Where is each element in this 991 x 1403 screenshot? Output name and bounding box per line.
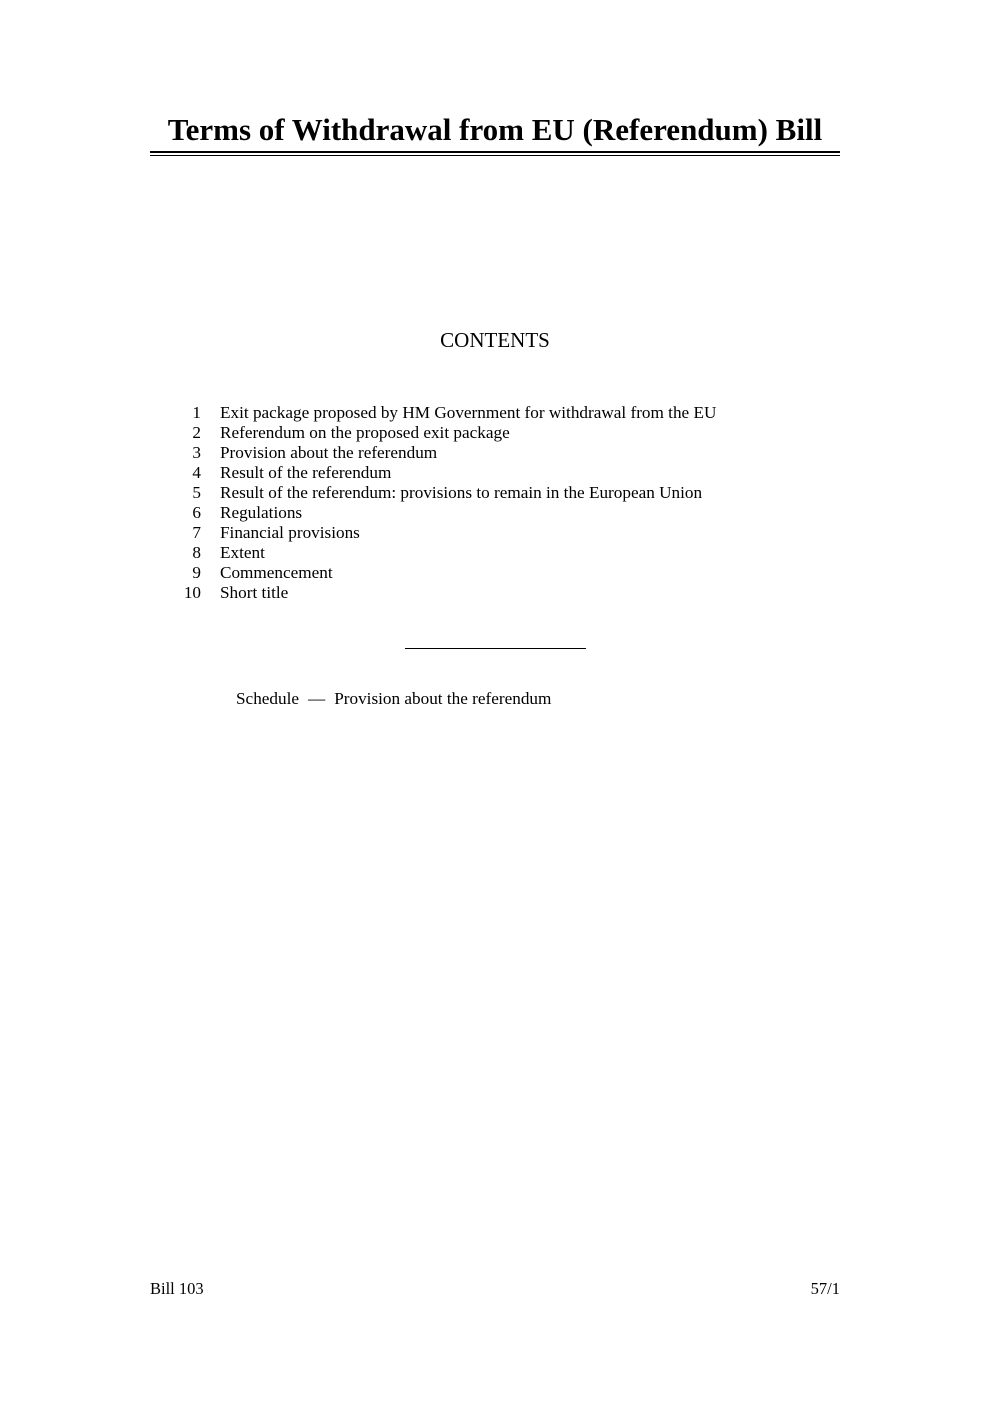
section-number: 2 [192, 423, 201, 442]
section-number: 8 [192, 543, 201, 562]
section-title: Referendum on the proposed exit package [220, 423, 510, 442]
footer-bill-number: Bill 103 [150, 1279, 204, 1298]
section-title: Financial provisions [220, 523, 360, 542]
section-title: Result of the referendum [220, 463, 392, 482]
toc-item [170, 523, 716, 543]
section-title: Provision about the referendum [220, 443, 438, 462]
section-title: Result of the referendum: provisions to remain in the European Union [220, 483, 703, 502]
section-title: Exit package proposed by HM Government for withdrawal from the EU [220, 403, 717, 422]
section-title: Extent [220, 543, 265, 562]
contents-heading: CONTENTS [440, 328, 550, 352]
section-number: 9 [192, 563, 201, 582]
toc-item [170, 423, 716, 443]
toc-item [170, 543, 716, 563]
section-title: Regulations [220, 503, 303, 522]
section-number: 5 [192, 483, 201, 502]
toc-item [170, 463, 716, 483]
toc-item [170, 483, 716, 503]
section-number: 6 [192, 503, 201, 522]
title-rule-thick [150, 151, 840, 153]
section-number: 10 [183, 583, 201, 602]
toc-item [170, 583, 716, 603]
section-number: 4 [192, 463, 201, 482]
schedule-title: Provision about the referendum [334, 689, 552, 708]
section-title: Commencement [220, 563, 333, 582]
section-number: 3 [192, 443, 201, 462]
toc-item [170, 503, 716, 523]
schedule-dash: — [308, 689, 326, 708]
document-title: Terms of Withdrawal from EU (Referendum) Bill [167, 112, 823, 147]
title-rule-thin [150, 155, 840, 156]
toc-item [170, 403, 716, 423]
section-divider [405, 648, 586, 649]
footer-session-ref: 57/1 [810, 1279, 840, 1298]
section-number: 7 [192, 523, 201, 542]
section-number: 1 [192, 403, 201, 422]
schedule-entry [236, 688, 551, 710]
section-title: Short title [220, 583, 289, 602]
toc-item [170, 443, 716, 463]
toc-item [170, 563, 716, 583]
table-of-contents [170, 403, 716, 603]
schedule-label: Schedule [236, 689, 300, 708]
